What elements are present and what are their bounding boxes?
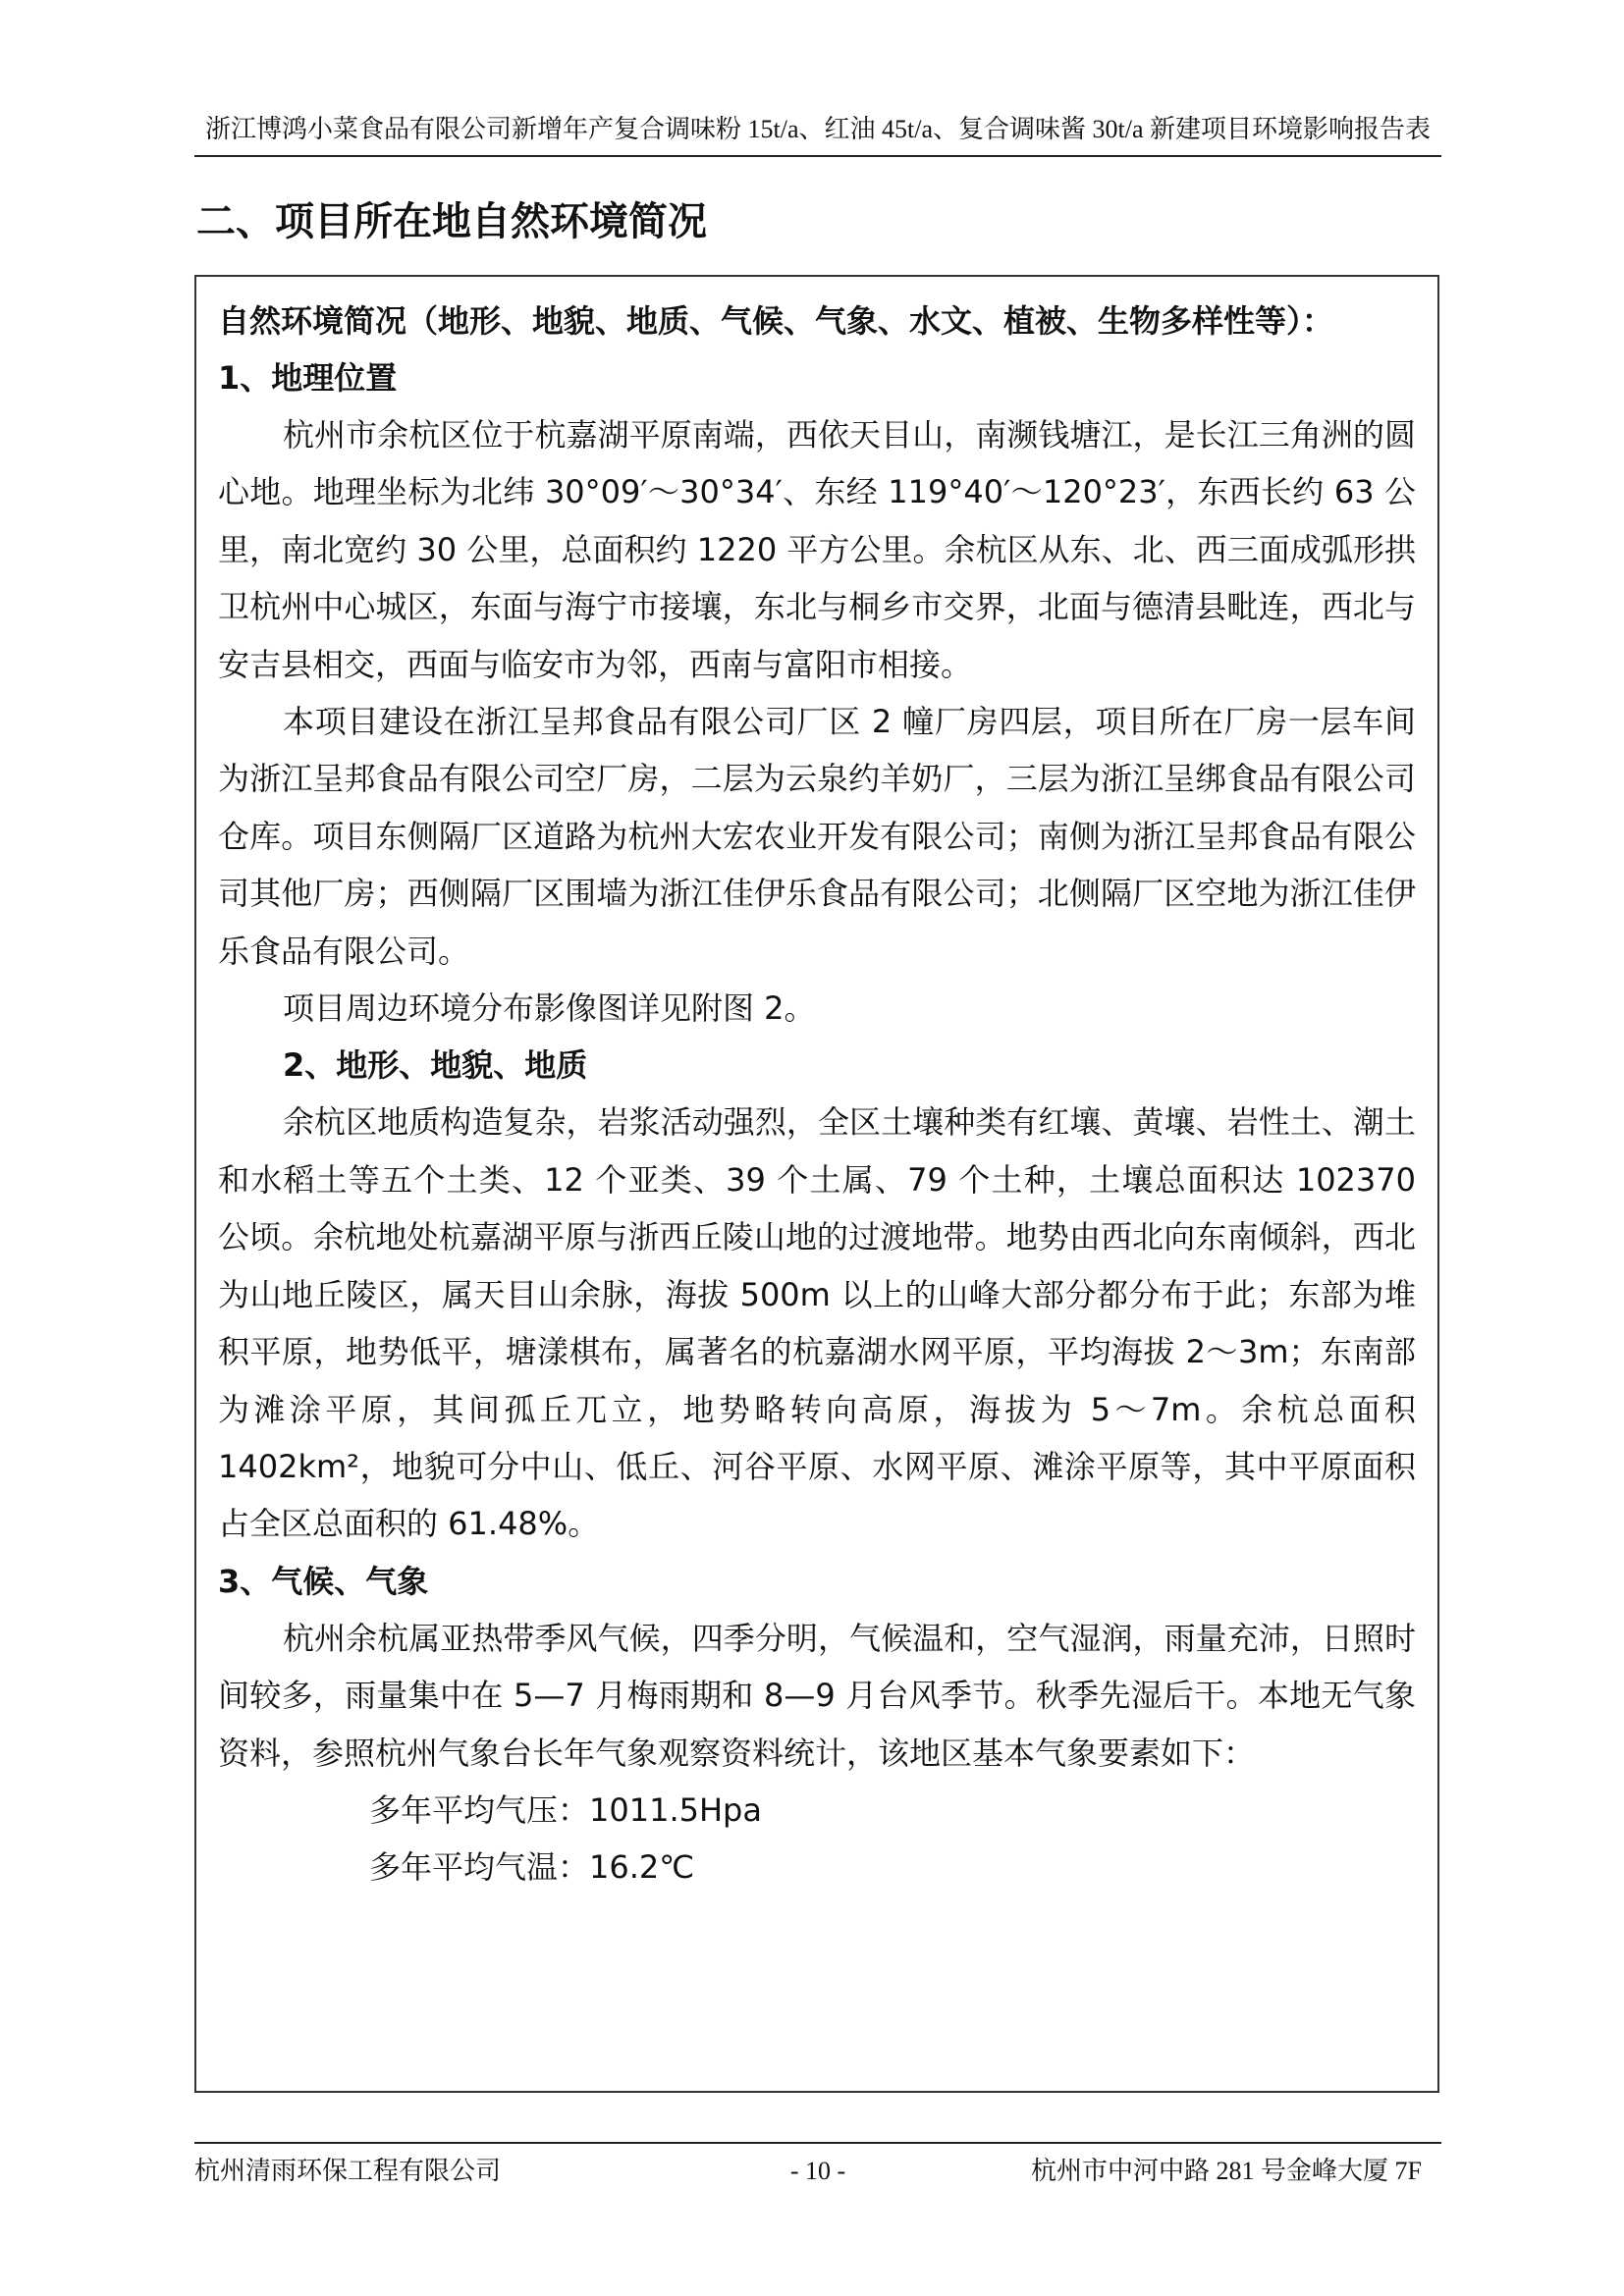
paragraph-terrain: 余杭区地质构造复杂，岩浆活动强烈，全区土壤种类有红壤、黄壤、岩性土、潮土和水稻土等五个土类、12 个亚类、39 个土属、79 个土种，土壤总面积达 102370 公顷。余杭地处杭嘉湖平原与浙西丘陵山地的过渡地带。地势由西北向东南倾斜，西北为山地丘陵区，属天目山余脉，海拔 500m 以上的山峰大部分都分布于此；东部为堆积平原，地势低平，塘漾棋布，属著名的杭嘉湖水网平原，平均海拔 2～3m；东南部为滩涂平原，其间孤丘兀立，地势略转向高原，海拔为 5～7m。余杭总面积 1402km²，地貌可分中山、低丘、河谷平原、水网平原、滩涂平原等，其中平原面积占全区总面积的 61.48%。 (218, 1103, 1416, 1543)
paragraph-location-overview: 杭州市余杭区位于杭嘉湖平原南端，西依天目山，南濒钱塘江，是长江三角洲的圆心地。地理坐标为北纬 30°09′～30°34′、东经 119°40′～120°23′，东西长约 63 公里，南北宽约 30 公里，总面积约 1220 平方公里。余杭区从东、北、西三面成弧形拱卫杭州中心城区，东面与海宁市接壤，东北与桐乡市交界，北面与德清县毗连，西北与安吉县相交，西面与临安市为邻，西南与富阳市相接。 (218, 416, 1416, 683)
footer-address: 杭州市中河中路 281 号金峰大厦 7F (1031, 2157, 1422, 2185)
section-title: 二、项目所在地自然环境简况 (196, 199, 707, 244)
heading-geographic-location: 1、地理位置 (218, 359, 398, 397)
footer-page-number: - 10 - (789, 2157, 846, 2185)
climate-item-pressure: 多年平均气压：1011.5Hpa (369, 1790, 762, 1829)
heading-climate: 3、气候、气象 (218, 1562, 429, 1600)
page-header (194, 110, 1441, 157)
page-footer (194, 2142, 1441, 2193)
natural-environment-box (194, 275, 1439, 2093)
paragraph-climate: 杭州余杭属亚热带季风气候，四季分明，气候温和，空气湿润，雨量充沛，日照时间较多，雨量集中在 5—7 月梅雨期和 8—9 月台风季节。秋季先湿后干。本地无气象资料，参照杭州气象台长年气象观察资料统计，该地区基本气象要素如下： (218, 1619, 1416, 1772)
paragraph-appendix-reference: 项目周边环境分布影像图详见附图 2。 (283, 989, 816, 1028)
climate-item-temperature: 多年平均气温：16.2℃ (369, 1848, 695, 1887)
box-intro-heading: 自然环境简况（地形、地貌、地质、气候、气象、水文、植被、生物多样性等）： (218, 302, 1334, 340)
footer-company: 杭州清雨环保工程有限公司 (194, 2157, 502, 2185)
report-title: 浙江博鸿小菜食品有限公司新增年产复合调味粉 15t/a、红油 45t/a、复合调味酱 30t/a 新建项目环境影响报告表 (205, 115, 1431, 143)
paragraph-project-site: 本项目建设在浙江呈邦食品有限公司厂区 2 幢厂房四层，项目所在厂房一层车间为浙江呈邦食品有限公司空厂房，二层为云泉约羊奶厂，三层为浙江呈绑食品有限公司仓库。项目东侧隔厂区道路为杭州大宏农业开发有限公司；南侧为浙江呈邦食品有限公司其他厂房；西侧隔厂区围墙为浙江佳伊乐食品有限公司；北侧隔厂区空地为浙江佳伊乐食品有限公司。 (218, 703, 1416, 970)
heading-terrain-geology: 2、地形、地貌、地质 (283, 1046, 588, 1085)
